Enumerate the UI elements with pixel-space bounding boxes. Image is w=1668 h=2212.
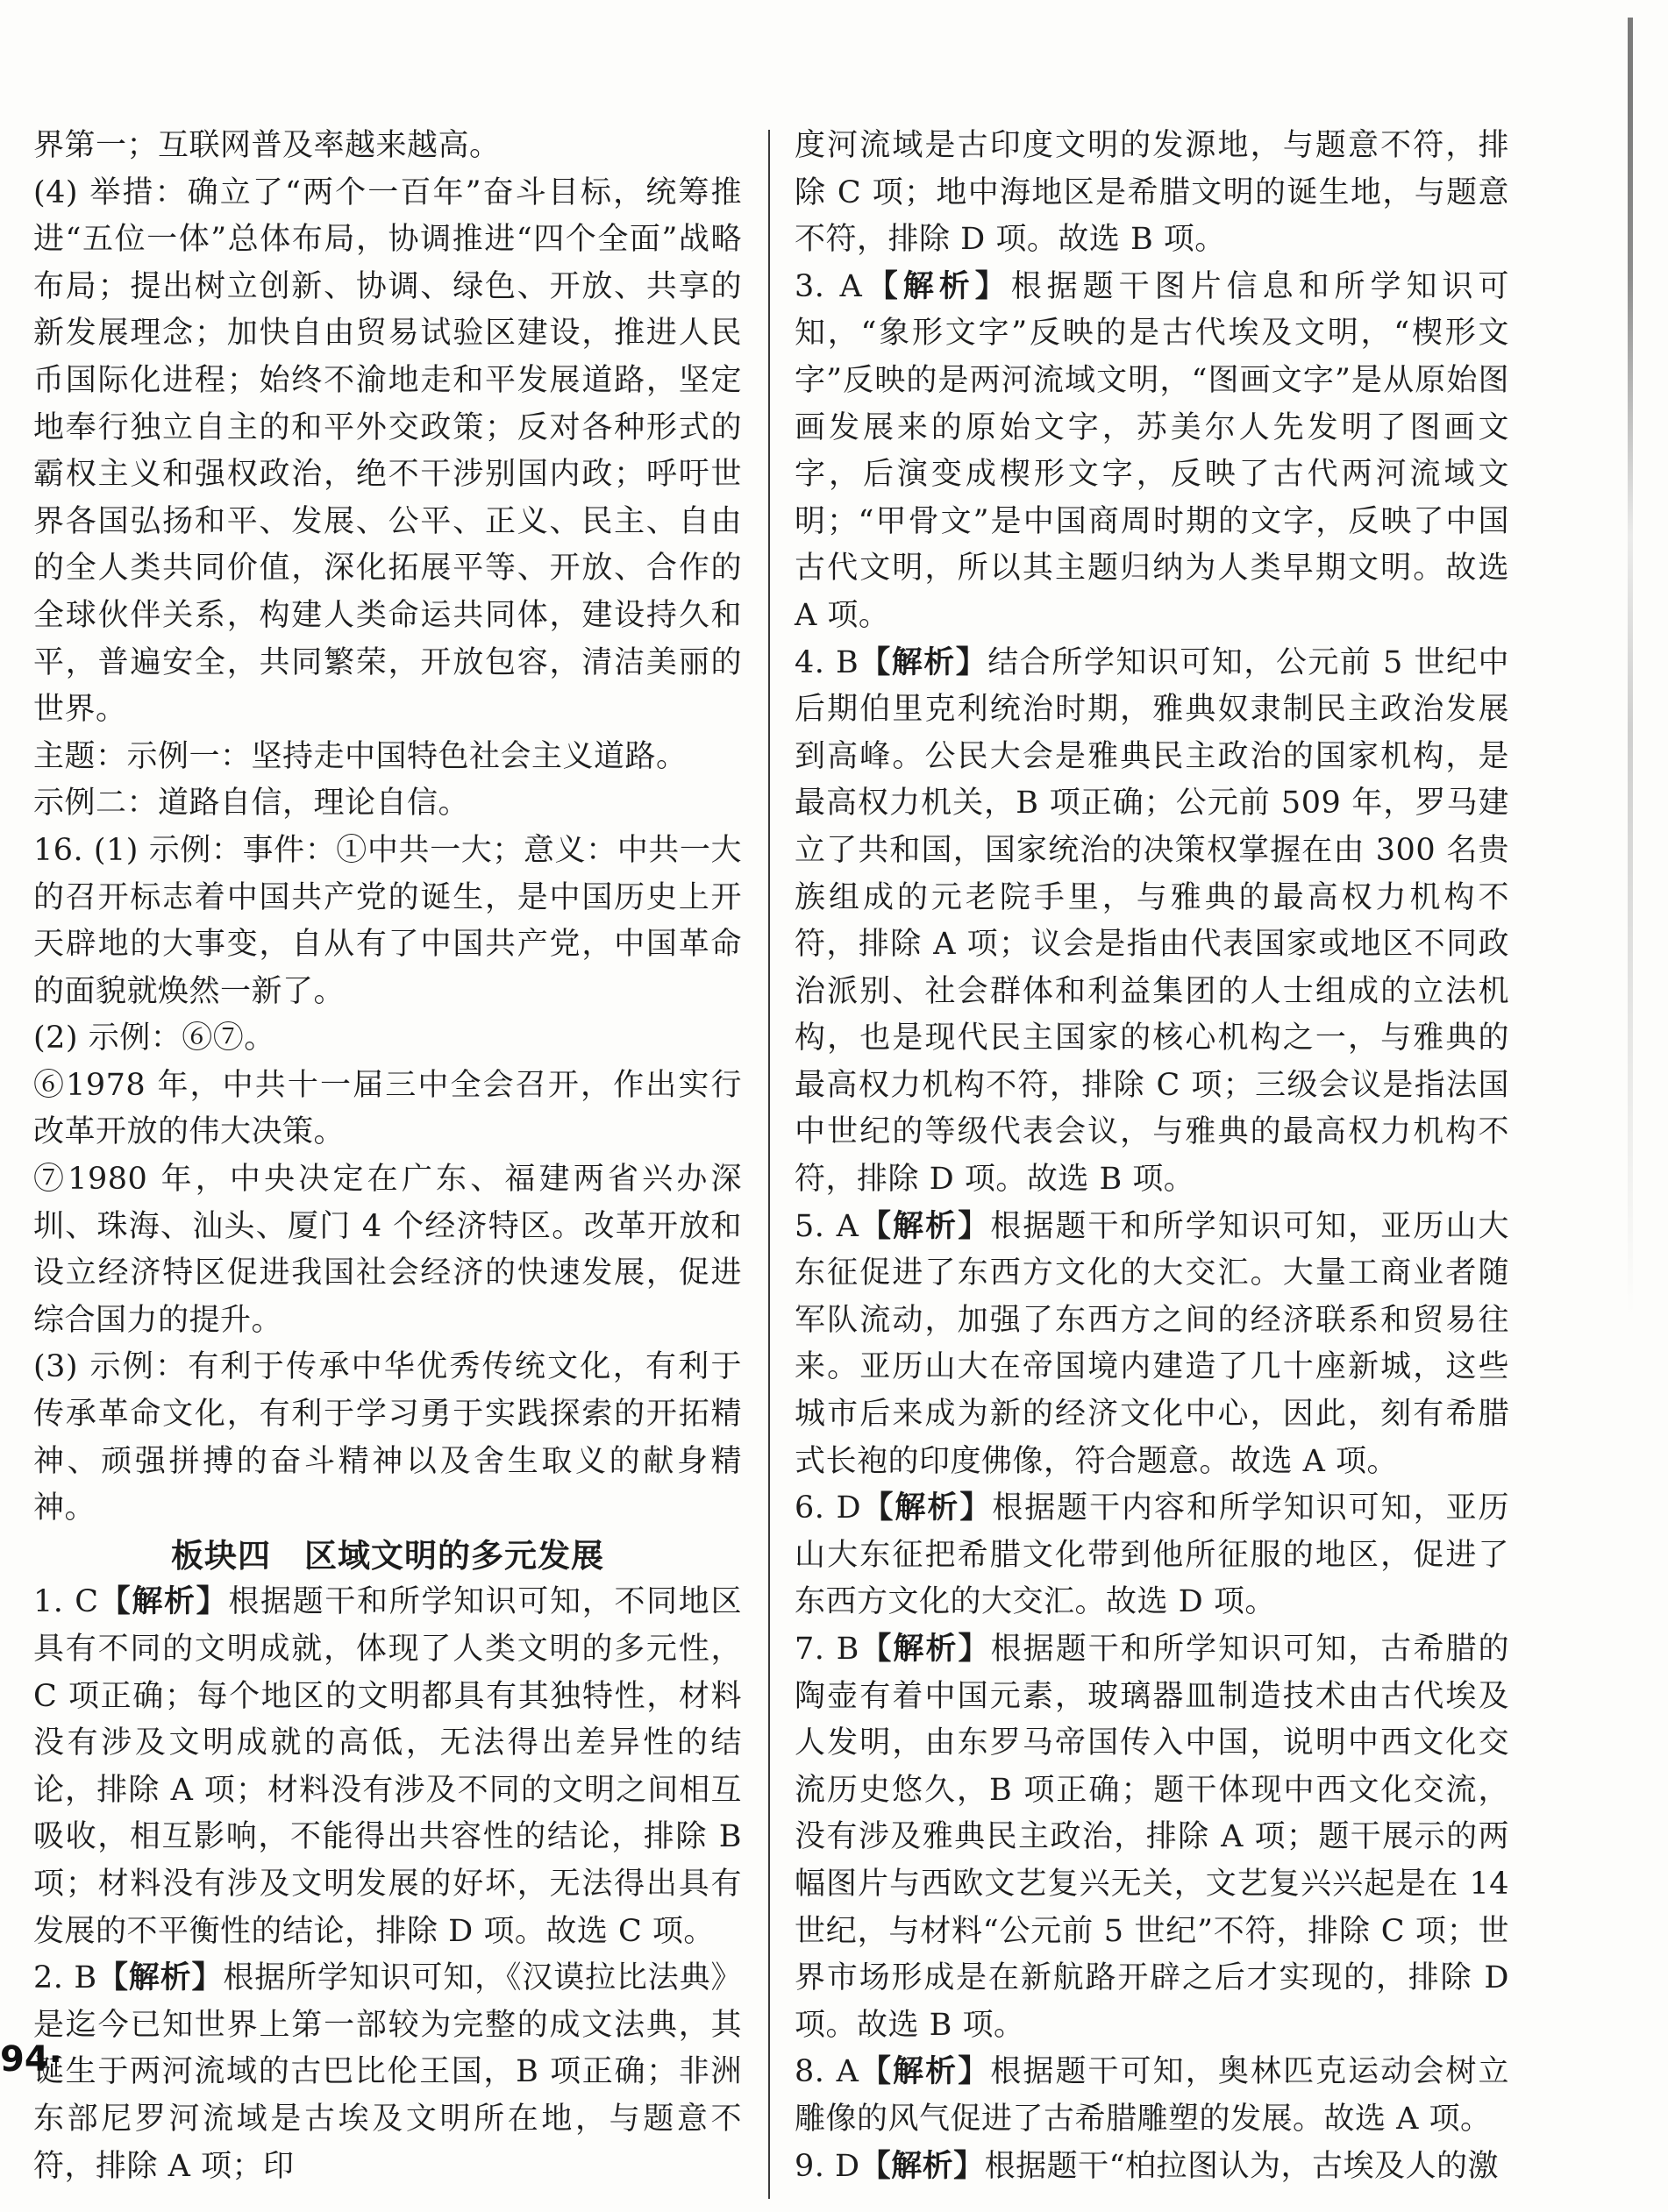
answer-item xyxy=(795,1626,1509,2049)
paragraph: 16. (1) 示例：事件：①中共一大；意义：中共一大的召开标志着中国共产党的诞生，是中国历史上开天辟地的大事变，自从有了中国共产党，中国革命的面貌就焕然一新了。 xyxy=(33,832,742,1009)
answer-item xyxy=(795,264,1509,640)
answer-number: 3. A xyxy=(795,268,863,304)
answer-number: 7. B xyxy=(795,1632,859,1667)
analysis-tag: 【解析】 xyxy=(859,644,988,680)
binding-edge-shadow xyxy=(1628,18,1633,1315)
analysis-tag: 【解析】 xyxy=(859,1208,991,1244)
paragraph: 主题：示例一：坚持走中国特色社会主义道路。 xyxy=(33,738,688,774)
answer-number: 8. A xyxy=(795,2054,859,2090)
answer-text: 根据题干图片信息和所学知识可知，“象形文字”反映的是古代埃及文明，“楔形文字”反映的是两河流域文明，“图画文字”是从原始图画发展来的原始文字，苏美尔人先发明了图画文字，后演变成楔形文字，反映了古代两河流域文明；“甲骨文”是中国商周时期的文字，反映了中国古代文明，所以其主题归纳为人类早期文明。故选 A 项。 xyxy=(795,268,1509,633)
answer-number: 9. D xyxy=(795,2148,860,2184)
answer-item xyxy=(795,2144,1509,2191)
paragraph: ⑦1980 年，中央决定在广东、福建两省兴办深圳、珠海、汕头、厦门 4 个经济特区。改革开放和设立经济特区促进我国社会经济的快速发展，促进综合国力的提升。 xyxy=(33,1162,742,1338)
paragraph: (3) 示例：有利于传承中华优秀传统文化，有利于传承革命文化，有利于学习勇于实践探索的开拓精神、顽强拼搏的奋斗精神以及舍生取义的献身精神。 xyxy=(33,1349,742,1526)
analysis-tag: 【解析】 xyxy=(96,1960,224,1996)
analysis-tag: 【解析】 xyxy=(859,2148,985,2184)
paragraph: ⑥1978 年，中共十一届三中全会召开，作出实行改革开放的伟大决策。 xyxy=(33,1067,742,1150)
analysis-tag: 【解析】 xyxy=(859,2054,991,2090)
answer-text: 根据题干内容和所学知识可知，亚历山大东征把希腊文化带到他所征服的地区，促进了东西方文化的大交汇。故选 D 项。 xyxy=(795,1490,1509,1620)
answer-text: 根据题干可知，奥林匹克运动会树立雕像的风气促进了古希腊雕塑的发展。故选 A 项。 xyxy=(795,2054,1509,2137)
answer-number: 5. A xyxy=(795,1208,859,1244)
answer-text: 结合所学知识可知，公元前 5 世纪中后期伯里克利统治时期，雅典奴隶制民主政治发展到高峰。公民大会是雅典民主政治的国家机构，是最高权力机关，B 项正确；公元前 509 年，罗马建立了共和国，国家统治的决策权掌握在由 300 名贵族组成的元老院手里，与雅典的最高权力机构不符，排除 A 项；议会是指由代表国家或地区不同政治派别、社会群体和利益集团的人士组成的立法机构，也是现代民主国家的核心机构之一，与雅典的最高权力机构不符，排除 C 项；三级会议是指法国中世纪的等级代表会议，与雅典的最高权力机构不符，排除 D 项。故选 B 项。 xyxy=(795,644,1509,1198)
page-number: 94· xyxy=(0,2039,62,2080)
answer-text: 根据题干和所学知识可知，不同地区具有不同的文明成就，体现了人类文明的多元性，C 项正确；每个地区的文明都具有其独特性，材料没有涉及文明成就的高低，无法得出差异性的结论，排除 A 项；材料没有涉及不同的文明之间相互吸收，相互影响，不能得出共容性的结论，排除 B 项；材料没有涉及文明发展的好坏，无法得出具有发展的不平衡性的结论，排除 D 项。故选 C 项。 xyxy=(33,1584,742,1949)
answer-item xyxy=(33,1579,742,1955)
answer-text: 根据题干和所学知识可知，古希腊的陶壶有着中国元素，玻璃器皿制造技术由古代埃及人发明，由东罗马帝国传入中国，说明中西文化交流历史悠久，B 项正确；题干体现中西文化交流，没有涉及雅典民主政治，排除 A 项；题干展示的两幅图片与西欧文艺复兴无关，文艺复兴兴起是在 14 世纪，与材料“公元前 5 世纪”不符，排除 C 项；世界市场形成是在新航路开辟之后才实现的，排除 D 项。故选 B 项。 xyxy=(795,1632,1509,2043)
answer-number: 4. B xyxy=(795,644,859,680)
answer-item xyxy=(33,1955,742,2190)
paragraph: 示例二：道路自信，理论自信。 xyxy=(33,786,470,821)
right-column xyxy=(795,123,1509,2190)
left-column xyxy=(33,123,742,2190)
answer-text: 根据所学知识可知，《汉谟拉比法典》是迄今已知世界上第一部较为完整的成文法典，其诞生于两河流域的古巴比伦王国，B 项正确；非洲东部尼罗河流域是古埃及文明所在地，与题意不符，排除 A 项；印 xyxy=(33,1960,742,2184)
answer-item xyxy=(795,1204,1509,1486)
analysis-tag: 【解析】 xyxy=(859,1632,991,1667)
answer-item xyxy=(795,640,1509,1204)
paragraph: 界第一；互联网普及率越来越高。 xyxy=(33,128,501,163)
section-heading: 板块四 区域文明的多元发展 xyxy=(171,1536,604,1575)
answer-item xyxy=(795,2049,1509,2143)
analysis-tag: 【解析】 xyxy=(861,1490,993,1526)
answer-text: 根据题干和所学知识可知，亚历山大东征促进了东西方文化的大交汇。大量工商业者随军队流动，加强了东西方之间的经济联系和贸易往来。亚历山大在帝国境内建造了几十座新城，这些城市后来成为新的经济文化中心，因此，刻有希腊式长袍的印度佛像，符合题意。故选 A 项。 xyxy=(795,1208,1509,1479)
paragraph: (2) 示例：⑥⑦。 xyxy=(33,1021,275,1056)
analysis-tag: 【解析】 xyxy=(862,268,1011,304)
analysis-tag: 【解析】 xyxy=(98,1584,229,1620)
paragraph: (4) 举措：确立了“两个一百年”奋斗目标，统筹推进“五位一体”总体布局，协调推进“四个全面”战略布局；提出树立创新、协调、绿色、开放、共享的新发展理念；加快自由贸易试验区建设，推进人民币国际化进程；始终不渝地走和平发展道路，坚定地奉行独立自主的和平外交政策；反对各种形式的霸权主义和强权政治，绝不干涉别国内政；呼吁世界各国弘扬和平、发展、公平、正义、民主、自由的全人类共同价值，深化拓展平等、开放、合作的全球伙伴关系，构建人类命运共同体，建设持久和平，普遍安全，共同繁荣，开放包容，清洁美丽的世界。 xyxy=(33,174,742,728)
answer-number: 2. B xyxy=(33,1960,97,1996)
paragraph: 度河流域是古印度文明的发源地，与题意不符，排除 C 项；地中海地区是希腊文明的诞生地，与题意不符，排除 D 项。故选 B 项。 xyxy=(795,128,1509,258)
answer-item xyxy=(795,1485,1509,1626)
answer-number: 1. C xyxy=(33,1584,99,1620)
answer-text: 根据题干“柏拉图认为，古埃及人的激 xyxy=(984,2148,1500,2184)
answer-number: 6. D xyxy=(795,1490,862,1526)
column-divider xyxy=(768,130,770,2199)
